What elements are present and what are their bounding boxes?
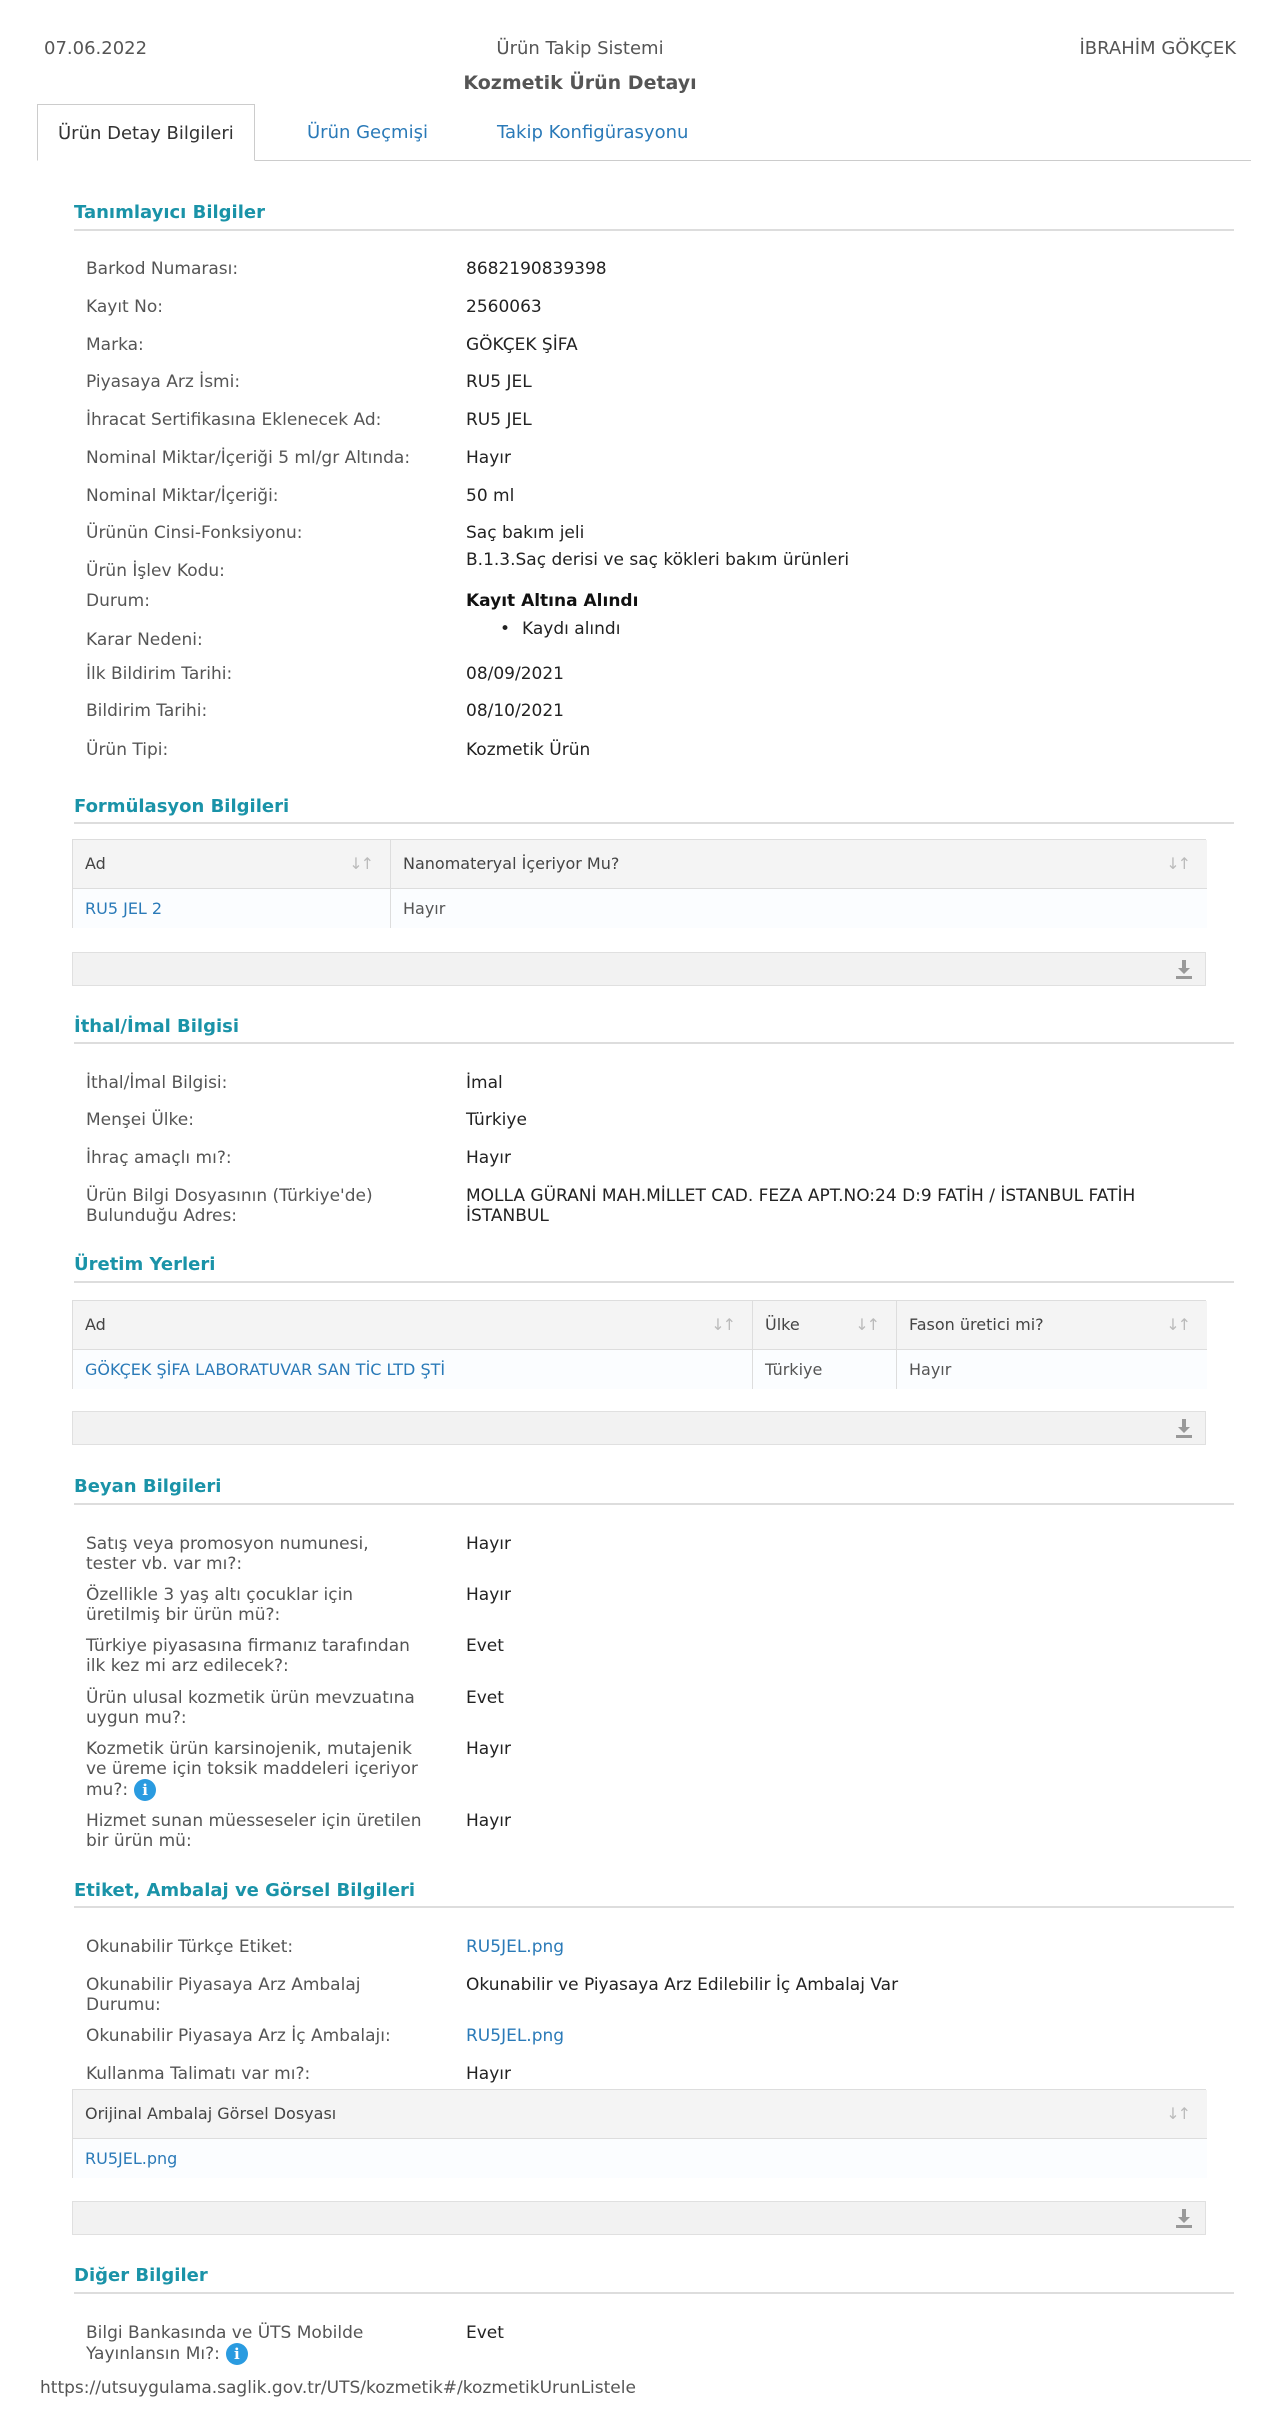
table-footer: [72, 1411, 1206, 1445]
section-title-identifier: Tanımlayıcı Bilgiler: [74, 202, 265, 223]
info-icon[interactable]: i: [134, 1779, 156, 1801]
field-label: İlk Bildirim Tarihi:: [86, 664, 233, 684]
section-title-label: Etiket, Ambalaj ve Görsel Bilgileri: [74, 1880, 416, 1901]
service-institution-value: Hayır: [466, 1811, 511, 1831]
section-divider: [74, 1503, 1234, 1505]
field-label: Okunabilir Piyasaya Arz İç Ambalajı:: [86, 2026, 391, 2046]
turkish-label-link[interactable]: RU5JEL.png: [466, 1937, 565, 1957]
field-label: Ürün İşlev Kodu:: [86, 561, 225, 581]
section-title-formulation: Formülasyon Bilgileri: [74, 796, 290, 817]
field-label: Piyasaya Arz İsmi:: [86, 372, 241, 392]
column-header-nano[interactable]: Nanomateryal İçeriyor Mu? ↓↑: [391, 840, 1207, 888]
first-notification-date: 08/09/2021: [466, 664, 564, 684]
sort-icon[interactable]: ↓↑: [855, 1315, 878, 1334]
field-label: Türkiye piyasasına firmanız tarafından ilk kez mi arz edilecek?:: [86, 1636, 410, 1676]
field-label: Bildirim Tarihi:: [86, 701, 208, 721]
column-header-name[interactable]: Ad ↓↑: [73, 1301, 753, 1349]
publish-value: Evet: [466, 2323, 504, 2343]
tab-product-history[interactable]: Ürün Geçmişi: [307, 122, 428, 143]
sample-tester-value: Hayır: [466, 1534, 511, 1554]
section-title-import: İthal/İmal Bilgisi: [74, 1016, 240, 1037]
registration-no-value: 2560063: [466, 297, 542, 317]
import-manufacture-value: İmal: [466, 1073, 503, 1093]
production-site-link[interactable]: GÖKÇEK ŞİFA LABORATUVAR SAN TİC LTD ŞTİ: [73, 1349, 753, 1389]
decision-reason-list: [500, 619, 620, 639]
field-label: İhraç amaçlı mı?:: [86, 1148, 232, 1168]
print-date: 07.06.2022: [44, 38, 148, 59]
nominal-amount-value: 50 ml: [466, 486, 515, 506]
section-title-production: Üretim Yerleri: [74, 1254, 216, 1275]
packaging-status-value: Okunabilir ve Piyasaya Arz Edilebilir İç Ambalaj Var: [466, 1975, 899, 1995]
field-label: Okunabilir Türkçe Etiket:: [86, 1937, 294, 1957]
product-kind-value: Kozmetik Ürün: [466, 740, 591, 760]
sort-icon[interactable]: ↓↑: [349, 854, 372, 873]
page-url: https://utsuygulama.saglik.gov.tr/UTS/kozmetik#/kozmetikUrunListele: [40, 2378, 636, 2398]
field-label: Kayıt No:: [86, 297, 163, 317]
table-footer: [72, 2201, 1206, 2235]
section-divider: [74, 1906, 1234, 1908]
production-country-cell: Türkiye: [753, 1349, 897, 1389]
section-title-other: Diğer Bilgiler: [74, 2265, 208, 2286]
section-divider: [74, 1042, 1234, 1044]
info-icon[interactable]: i: [226, 2343, 248, 2365]
market-name-value: RU5 JEL: [466, 372, 532, 392]
field-label: Hizmet sunan müesseseler için üretilen bir ürün mü:: [86, 1811, 422, 1851]
section-divider: [74, 229, 1234, 231]
download-icon[interactable]: [1173, 957, 1195, 981]
field-label: Kullanma Talimatı var mı?:: [86, 2064, 311, 2084]
inner-packaging-link[interactable]: RU5JEL.png: [466, 2026, 565, 2046]
export-purpose-value: Hayır: [466, 1148, 511, 1168]
download-icon[interactable]: [1173, 1416, 1195, 1440]
column-header-image-file[interactable]: Orijinal Ambalaj Görsel Dosyası ↓↑: [73, 2090, 1207, 2138]
export-name-value: RU5 JEL: [466, 410, 532, 430]
field-label: İhracat Sertifikasına Eklenecek Ad:: [86, 410, 382, 430]
column-header-contract[interactable]: Fason üretici mi? ↓↑: [897, 1301, 1207, 1349]
download-icon[interactable]: [1173, 2206, 1195, 2230]
under-3-years-value: Hayır: [466, 1585, 511, 1605]
cmr-substances-value: Hayır: [466, 1739, 511, 1759]
tab-product-details[interactable]: Ürün Detay Bilgileri: [37, 104, 255, 161]
section-divider: [74, 1281, 1234, 1283]
tab-bar: [37, 104, 1251, 161]
regulation-compliance-value: Evet: [466, 1688, 504, 1708]
section-divider: [74, 822, 1234, 824]
field-label: Nominal Miktar/İçeriği:: [86, 486, 279, 506]
table-footer: [72, 952, 1206, 986]
origin-country-value: Türkiye: [466, 1110, 527, 1130]
field-label: Durum:: [86, 591, 150, 611]
field-label: Nominal Miktar/İçeriği 5 ml/gr Altında:: [86, 448, 411, 468]
column-header-name[interactable]: Ad ↓↑: [73, 840, 391, 888]
brand-value: GÖKÇEK ŞİFA: [466, 335, 578, 355]
sort-icon[interactable]: ↓↑: [1166, 854, 1189, 873]
packaging-image-table: [72, 2089, 1206, 2178]
under-5ml-value: Hayır: [466, 448, 511, 468]
field-label: Menşei Ülke:: [86, 1110, 194, 1130]
field-label: Bilgi Bankasında ve ÜTS Mobilde Yayınlansın Mı?: i: [86, 2323, 364, 2364]
field-label: İthal/İmal Bilgisi:: [86, 1073, 228, 1093]
system-name: Ürün Takip Sistemi: [496, 38, 664, 59]
field-label: Karar Nedeni:: [86, 630, 203, 650]
decision-reason-item: • Kaydı alındı: [500, 619, 620, 639]
product-type-function-value: Saç bakım jeli: [466, 523, 585, 543]
status-value: Kayıt Altına Alındı: [466, 591, 639, 611]
formulation-table: [72, 839, 1206, 928]
image-file-link[interactable]: RU5JEL.png: [73, 2138, 1207, 2178]
field-label: Özellikle 3 yaş altı çocuklar için üretilmiş bir ürün mü?:: [86, 1585, 354, 1625]
sort-icon[interactable]: ↓↑: [1166, 2104, 1189, 2123]
field-label: Barkod Numarası:: [86, 259, 239, 279]
field-label: Ürün ulusal kozmetik ürün mevzuatına uygun mu?:: [86, 1688, 415, 1728]
function-code-value: B.1.3.Saç derisi ve saç kökleri bakım ürünleri: [466, 550, 850, 570]
instructions-value: Hayır: [466, 2064, 511, 2084]
field-label: Ürün Tipi:: [86, 740, 169, 760]
column-header-country[interactable]: Ülke ↓↑: [753, 1301, 897, 1349]
field-label: Ürünün Cinsi-Fonksiyonu:: [86, 523, 303, 543]
section-divider: [74, 2292, 1234, 2294]
file-address-value: MOLLA GÜRANİ MAH.MİLLET CAD. FEZA APT.NO:24 D:9 FATİH / İSTANBUL FATİH İSTANBUL: [466, 1186, 1136, 1226]
production-table: [72, 1300, 1206, 1389]
sort-icon[interactable]: ↓↑: [1166, 1315, 1189, 1334]
field-label: Ürün Bilgi Dosyasının (Türkiye'de) Bulunduğu Adres:: [86, 1186, 373, 1226]
notification-date: 08/10/2021: [466, 701, 564, 721]
production-contract-cell: Hayır: [897, 1349, 1207, 1389]
barcode-value: 8682190839398: [466, 259, 607, 279]
tab-tracking-config[interactable]: Takip Konfigürasyonu: [497, 122, 689, 143]
user-name: İBRAHİM GÖKÇEK: [1079, 38, 1236, 59]
formulation-nano-cell: Hayır: [391, 888, 1207, 928]
first-market-value: Evet: [466, 1636, 504, 1656]
section-title-declaration: Beyan Bilgileri: [74, 1476, 222, 1497]
sort-icon[interactable]: ↓↑: [711, 1315, 734, 1334]
field-label: Kozmetik ürün karsinojenik, mutajenik ve üreme için toksik maddeleri içeriyor mu?: i: [86, 1739, 418, 1800]
formulation-name-link[interactable]: RU5 JEL 2: [73, 888, 391, 928]
field-label: Marka:: [86, 335, 144, 355]
page-title: Kozmetik Ürün Detayı: [463, 72, 697, 94]
field-label: Satış veya promosyon numunesi, tester vb. var mı?:: [86, 1534, 369, 1574]
field-label: Okunabilir Piyasaya Arz Ambalaj Durumu:: [86, 1975, 361, 2015]
